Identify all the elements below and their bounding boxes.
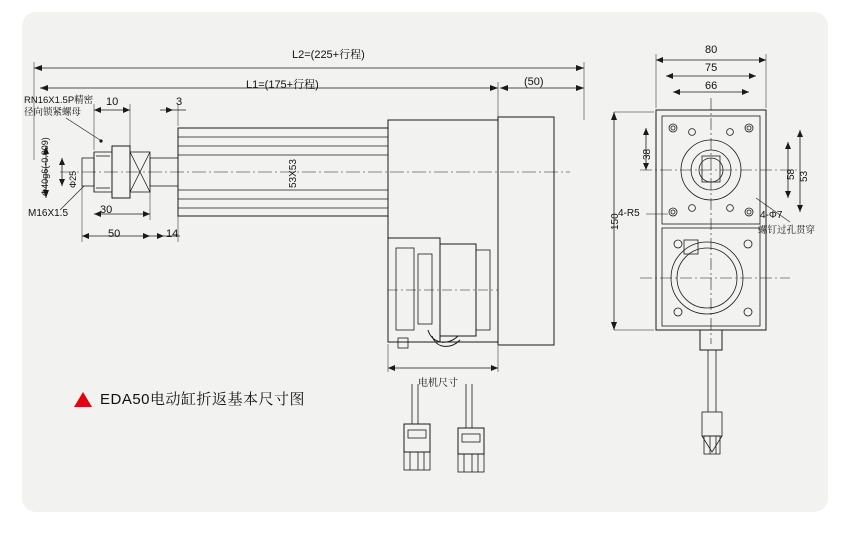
- dim-10-label: 10: [106, 96, 119, 108]
- endview-58-label: 58: [786, 168, 797, 180]
- corner-radius-label: 4-R5: [618, 208, 640, 219]
- endview-80-label: 80: [705, 44, 718, 56]
- endview-150-label: 150: [610, 213, 621, 230]
- dim-3-label: 3: [176, 96, 183, 108]
- shaft-dia-label: Φ40g6(-0.009): [40, 137, 50, 196]
- nut-note-line2: 径向锁紧螺母: [24, 107, 82, 118]
- hole-count-label: 4-Φ7: [760, 210, 783, 221]
- endview-38-label: 38: [642, 148, 653, 160]
- dim-l2-label: L2=(225+行程): [292, 49, 365, 61]
- hole-note-label: 螺钉过孔贯穿: [758, 225, 816, 236]
- endview-53-label: 53: [799, 170, 810, 182]
- motor-size-note: 电机尺寸: [418, 378, 458, 389]
- dim-14-label: 14: [166, 228, 179, 240]
- nut-note-line1: RN16X1.5P精密: [24, 95, 94, 106]
- dim-tail-label: (50): [524, 76, 544, 88]
- thread-m16-label: M16X1.5: [28, 208, 69, 219]
- endview-66-label: 66: [705, 80, 718, 92]
- dim-50-label: 50: [108, 228, 121, 240]
- dia25-label: Φ25: [68, 170, 78, 188]
- dim-30-label: 30: [100, 204, 113, 216]
- figure-title: EDA50电动缸折返基本尺寸图: [100, 391, 306, 408]
- endview-75-label: 75: [705, 62, 718, 74]
- red-triangle-icon: [74, 392, 92, 407]
- body-size-label: 53X53: [288, 159, 299, 188]
- dim-l1-label: L1=(175+行程): [246, 79, 319, 91]
